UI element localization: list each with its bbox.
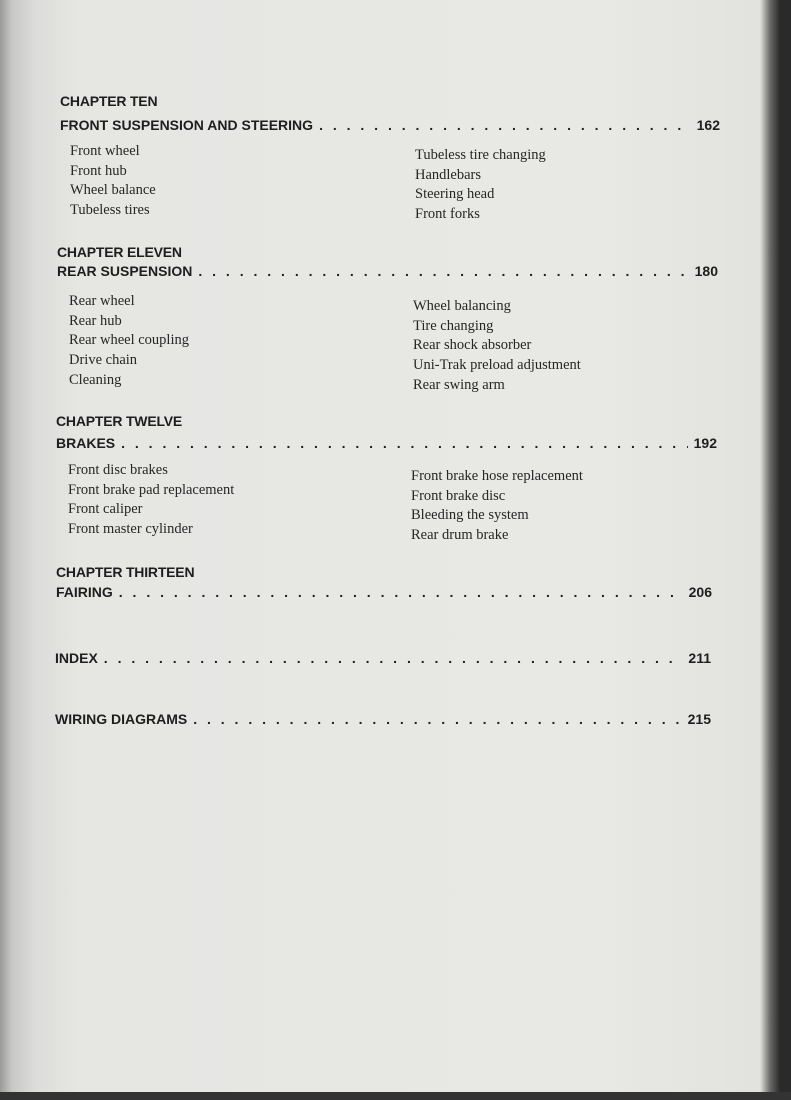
index-entry[interactable] — [55, 650, 711, 666]
chapter-label: CHAPTER ELEVEN — [57, 244, 182, 260]
section-item: Wheel balance — [70, 182, 156, 199]
dot-leader — [121, 435, 688, 451]
chapter-entry-page-number: 206 — [688, 584, 712, 600]
wiring-diagrams-entry-title: WIRING DIAGRAMS — [55, 711, 188, 727]
section-item: Handlebars — [415, 166, 482, 183]
chapter-label: CHAPTER TEN — [60, 93, 158, 109]
section-list-left — [70, 143, 156, 222]
section-item: Rear swing arm — [413, 376, 505, 393]
index-entry-page-number: 211 — [688, 650, 711, 666]
chapter-entry-title: REAR SUSPENSION — [57, 263, 193, 279]
section-list-right — [415, 147, 546, 226]
section-item: Drive chain — [69, 352, 138, 369]
section-item: Front caliper — [68, 501, 143, 518]
chapter-entry-page-number: 192 — [693, 435, 717, 451]
wiring-diagrams-entry-page-number: 215 — [687, 711, 711, 727]
section-list-left — [68, 462, 234, 541]
chapter-label: CHAPTER THIRTEEN — [56, 564, 195, 580]
chapter-entry-page-number: 180 — [694, 263, 718, 279]
section-item: Steering head — [415, 186, 495, 203]
chapter-entry[interactable] — [57, 263, 718, 279]
scan-edge — [0, 1092, 791, 1100]
section-item: Uni-Trak preload adjustment — [413, 357, 581, 374]
section-item: Front brake hose replacement — [411, 468, 583, 484]
section-list-left — [69, 293, 189, 391]
chapter-entry-title: FAIRING — [56, 584, 113, 600]
section-item: Front brake pad replacement — [68, 481, 235, 498]
chapter-entry[interactable] — [56, 435, 717, 451]
section-item: Front forks — [415, 206, 480, 223]
chapter-entry-title: BRAKES — [56, 435, 116, 451]
section-list-right — [413, 298, 581, 396]
section-item: Rear hub — [69, 312, 122, 329]
section-item: Cleaning — [69, 371, 122, 388]
section-item: Front disc brakes — [68, 462, 168, 478]
chapter-entry-title: FRONT SUSPENSION AND STEERING — [60, 117, 314, 133]
section-item: Front brake disc — [411, 487, 506, 504]
section-item: Rear wheel coupling — [69, 332, 189, 349]
dot-leader — [319, 117, 691, 133]
section-list-right — [411, 468, 583, 547]
section-item: Rear wheel — [69, 293, 135, 309]
section-item: Wheel balancing — [413, 298, 511, 314]
dot-leader — [193, 711, 681, 727]
index-entry-title: INDEX — [55, 650, 98, 666]
section-item: Tire changing — [413, 317, 494, 334]
dot-leader — [104, 650, 683, 666]
dot-leader — [119, 584, 683, 600]
wiring-diagrams-entry[interactable] — [55, 711, 711, 727]
chapter-entry[interactable] — [56, 584, 712, 600]
chapter-entry-page-number: 162 — [696, 117, 720, 133]
section-item: Tubeless tire changing — [415, 147, 546, 163]
chapter-entry[interactable] — [60, 117, 720, 133]
section-item: Rear shock absorber — [413, 337, 532, 354]
section-item: Rear drum brake — [411, 527, 509, 544]
section-item: Bleeding the system — [411, 507, 529, 524]
section-item: Front wheel — [70, 143, 140, 159]
section-item: Tubeless tires — [70, 202, 150, 219]
chapter-label: CHAPTER TWELVE — [56, 413, 183, 429]
dot-leader — [198, 263, 688, 279]
section-item: Front hub — [70, 162, 127, 179]
section-item: Front master cylinder — [68, 521, 193, 538]
